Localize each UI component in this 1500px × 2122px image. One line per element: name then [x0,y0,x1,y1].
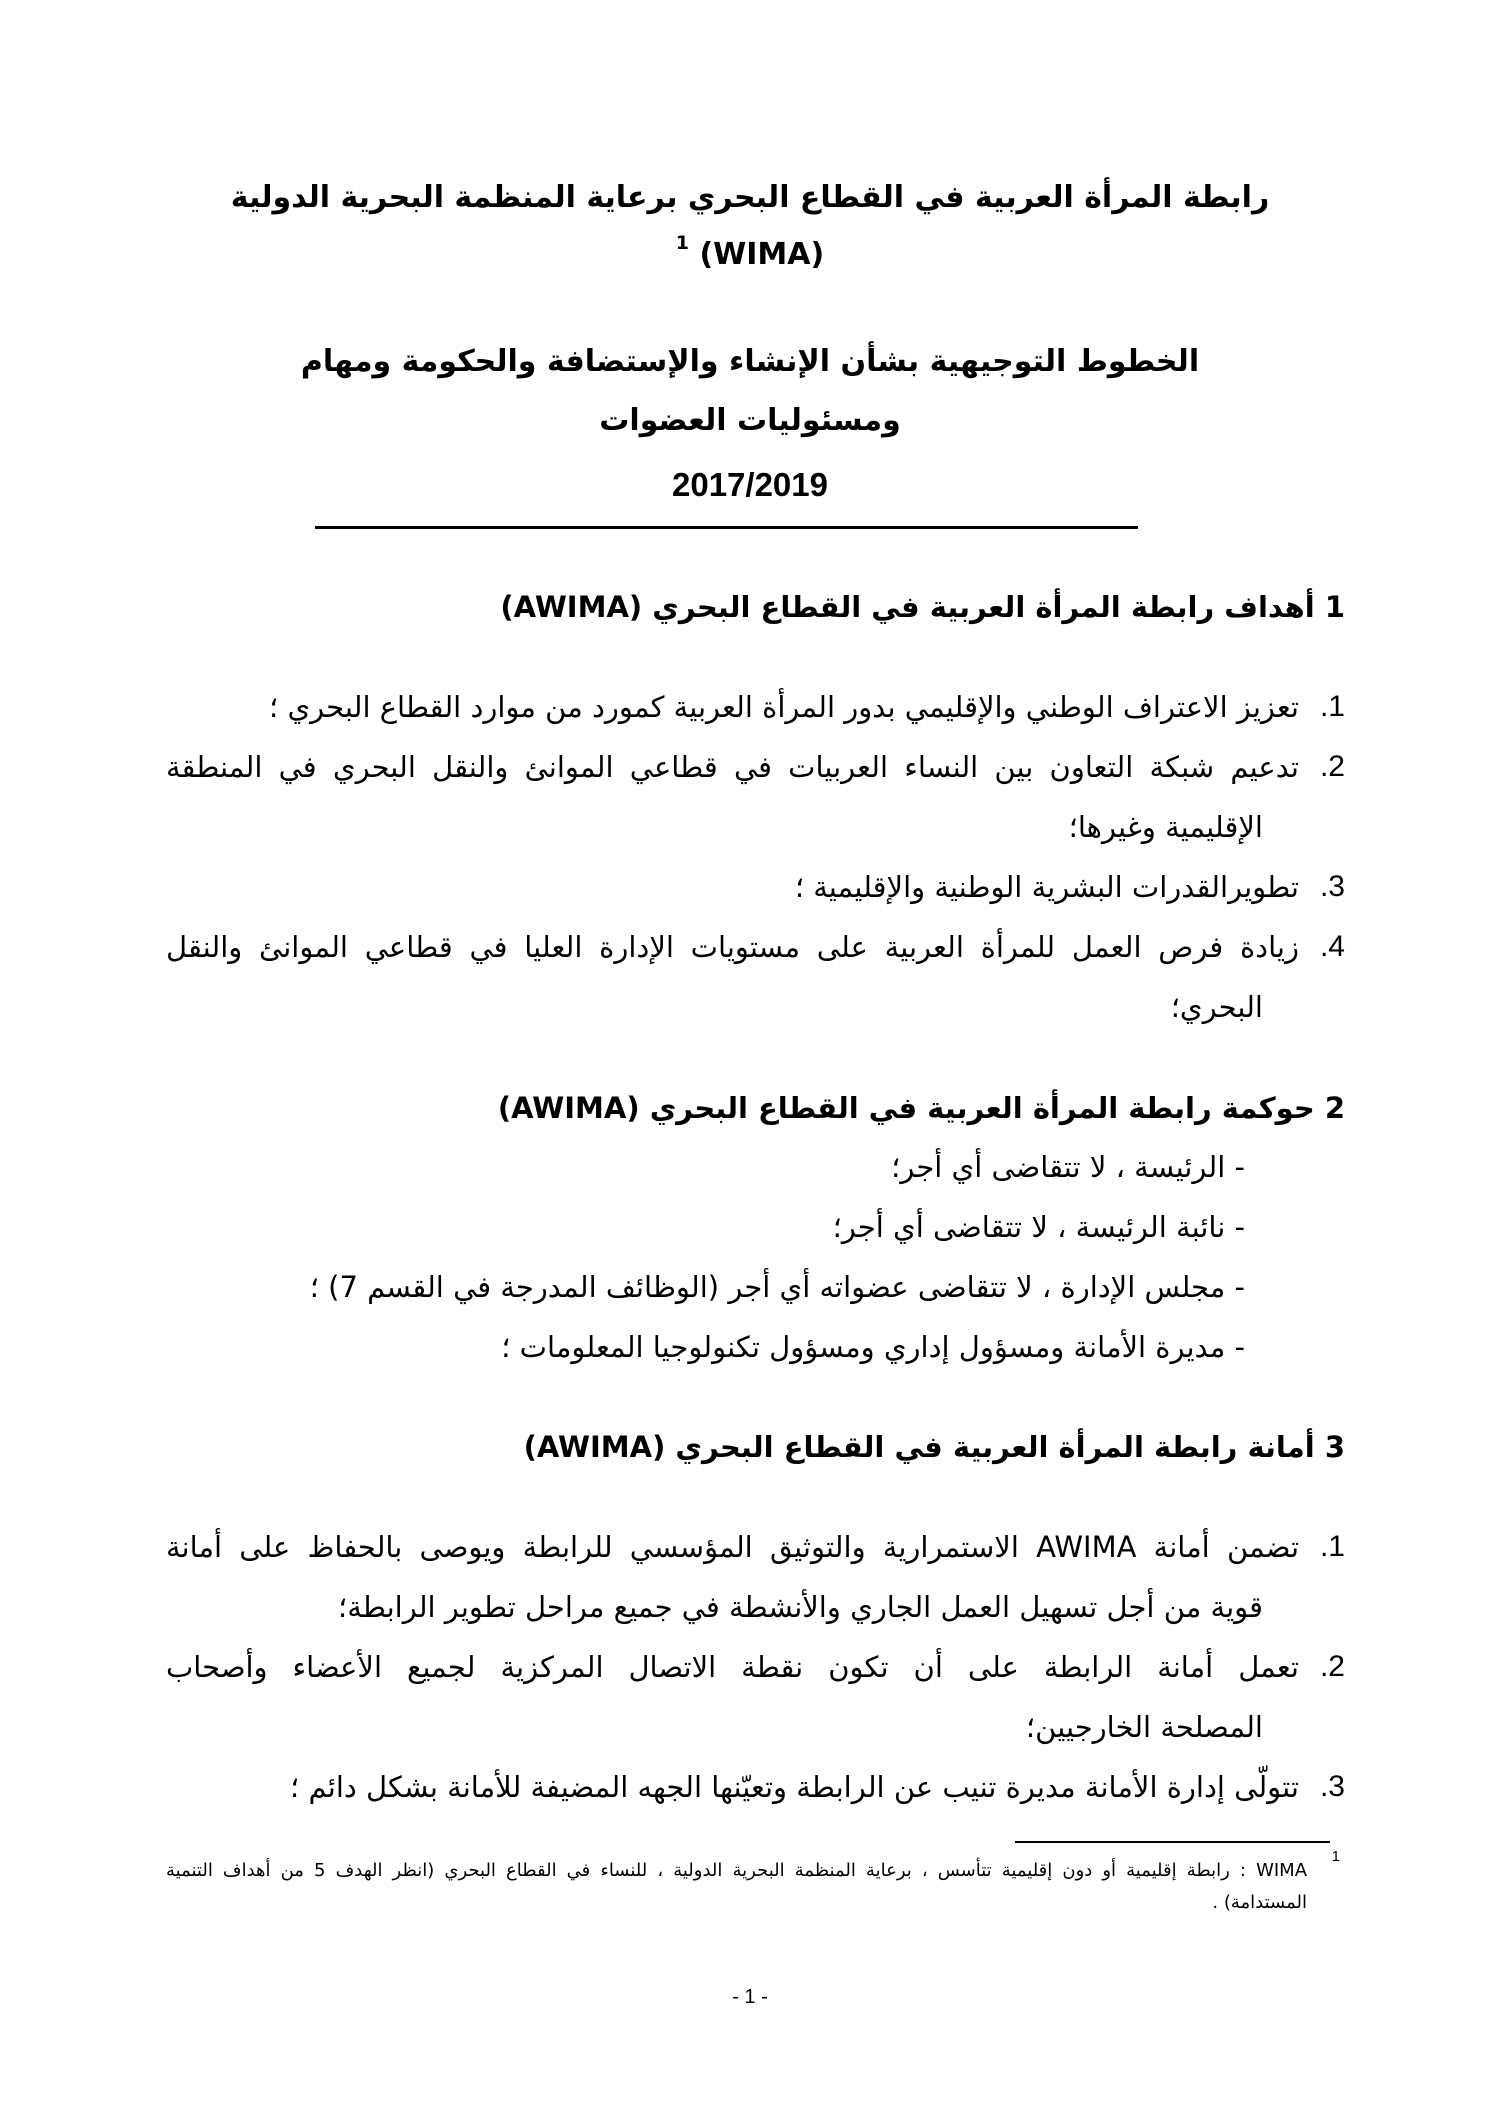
section-heading: 2 حوكمة رابطة المرأة العربية في القطاع البحري (AWIMA) [497,1091,1345,1125]
section-heading: 3 أمانة رابطة المرأة العربية في القطاع البحري (AWIMA) [523,1430,1345,1464]
list-item-continuation: قوية من أجل تسهيل العمل الجاري والأنشطة في جميع مراحل تطوير الرابطة؛ [338,1590,1263,1624]
document-subtitle-line2: ومسئوليات العضوات [599,403,901,438]
list-item-text: تدعيم شبكة التعاون بين النساء العربيات في قطاعي الموانئ والنقل البحري في المنطقة [166,750,1299,784]
list-number: .3 [1319,1770,1345,1803]
list-number: .1 [1319,1530,1345,1563]
document-title: رابطة المرأة العربية في القطاع البحري برعاية المنظمة البحرية الدولية [230,180,1270,215]
list-item-text: تعزيز الاعتراف الوطني والإقليمي بدور المرأة العربية كمورد من موارد القطاع البحري ؛ [269,690,1299,724]
list-number: .4 [1319,930,1345,963]
list-item-continuation: البحري؛ [1170,990,1263,1024]
list-number: .2 [1319,750,1345,783]
list-item-text: تضمن أمانة AWIMA الاستمرارية والتوثيق المؤسسي للرابطة ويوصى بالحفاظ على أمانة [166,1530,1300,1564]
document-title-acronym [0,232,1500,272]
footnote-text-continuation: المستدامة) . [1212,1892,1307,1913]
list-item-text: زيادة فرص العمل للمرأة العربية على مستويات الإدارة العليا في قطاعي الموانئ والنقل [166,930,1299,964]
title-divider [315,526,1138,529]
list-item-text: تعمل أمانة الرابطة على أن تكون نقطة الاتصال المركزية لجميع الأعضاء وأصحاب [166,1650,1299,1684]
footnote-mark: 1 [1331,1848,1340,1865]
footnote-text: WIMA : رابطة إقليمية أو دون إقليمية تتأسس ، برعاية المنظمة البحرية الدولية ، للنساء في القطاع البحري (انظر الهدف 5 من أهداف التنمية [166,1860,1308,1881]
list-item-continuation: الإقليمية وغيرها؛ [1068,810,1263,844]
list-number: .3 [1319,870,1345,903]
section-heading: 1 أهداف رابطة المرأة العربية في القطاع البحري (AWIMA) [500,590,1345,624]
document-years: 2017/2019 [672,466,828,503]
governance-item: - مجلس الإدارة ، لا تتقاضى عضواته أي أجر (الوظائف المدرجة في القسم 7) ؛ [309,1270,1245,1304]
governance-item: - مديرة الأمانة ومسؤول إداري ومسؤول تكنولوجيا المعلومات ؛ [501,1330,1245,1364]
list-number: .2 [1319,1650,1345,1683]
document-subtitle-line1: الخطوط التوجيهية بشأن الإنشاء والإستضافة والحكومة ومهام [300,344,1200,379]
governance-item: - نائبة الرئيسة ، لا تتقاضى أي أجر؛ [832,1210,1245,1244]
governance-item: - الرئيسة ، لا تتقاضى أي أجر؛ [891,1150,1245,1184]
footnote-divider [1015,1841,1330,1843]
list-number: .1 [1319,690,1345,723]
page-number: - 1 - [732,1986,768,2008]
acronym-text: (WIMA) [699,237,825,272]
list-item-continuation: المصلحة الخارجيين؛ [1025,1710,1263,1744]
footnote-reference: 1 [675,232,690,254]
list-item-text: تتولّى إدارة الأمانة مديرة تنيب عن الرابطة وتعيّنها الجهه المضيفة للأمانة بشكل دائم ؛ [290,1770,1299,1804]
list-item-text: تطويرالقدرات البشرية الوطنية والإقليمية ؛ [794,870,1299,904]
